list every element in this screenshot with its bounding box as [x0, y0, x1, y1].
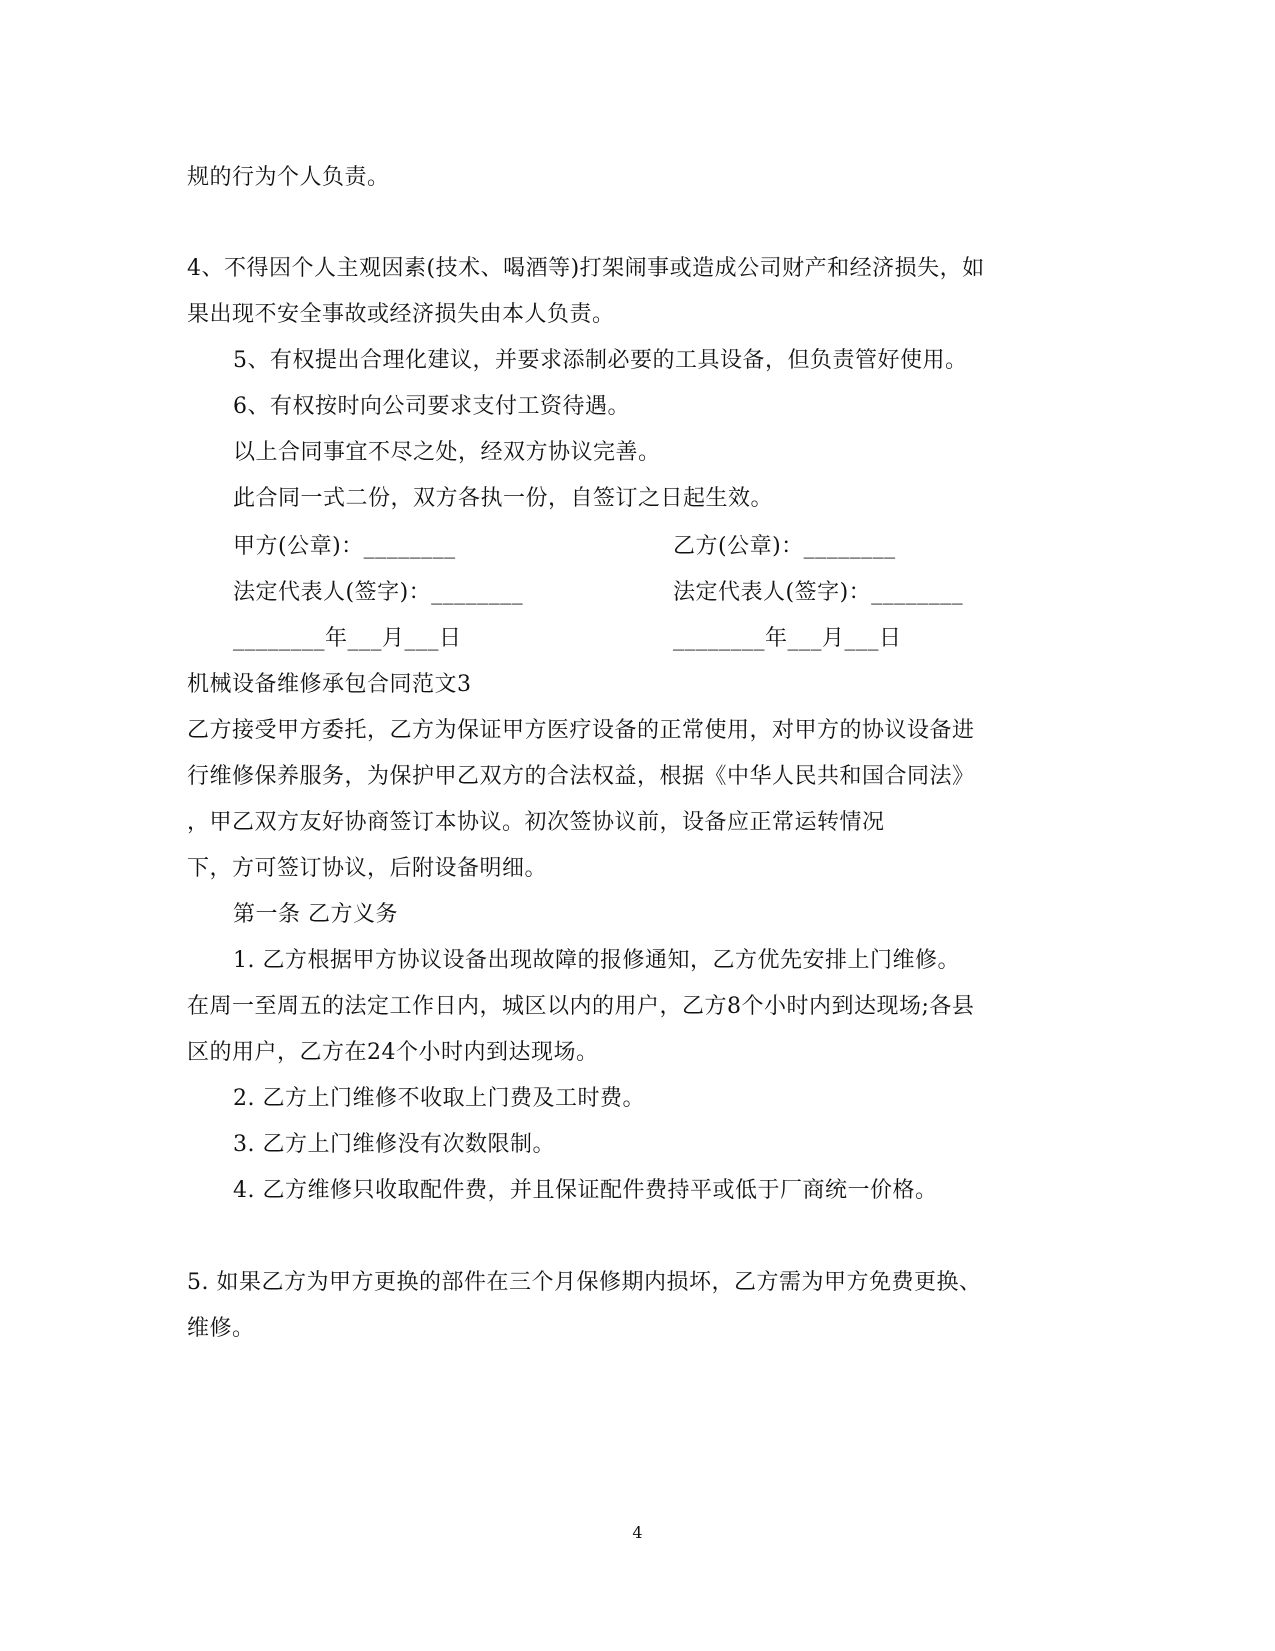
- party-a-representative: 法定代表人(签字)：________: [233, 580, 524, 605]
- section-title: 机械设备维修承包合同范文3: [187, 672, 472, 697]
- text-line: 4. 乙方维修只收取配件费，并且保证配件费持平或低于厂商统一价格。: [233, 1178, 938, 1203]
- text-line: 区的用户，乙方在24个小时内到达现场。: [187, 1040, 599, 1065]
- text-line: 1. 乙方根据甲方协议设备出现故障的报修通知，乙方优先安排上门维修。: [233, 948, 960, 973]
- text-line: ，甲乙双方友好协商签订本协议。初次签协议前，设备应正常运转情况: [187, 810, 885, 835]
- text-line: 果出现不安全事故或经济损失由本人负责。: [187, 302, 615, 327]
- text-line: 行维修保养服务，为保护甲乙双方的合法权益，根据《中华人民共和国合同法》: [187, 764, 975, 789]
- article-heading: 第一条 乙方义务: [233, 902, 398, 927]
- text-line: 此合同一式二份，双方各执一份，自签订之日起生效。: [233, 486, 774, 511]
- text-line: 规的行为个人负责。: [187, 165, 390, 190]
- text-line: 4、不得因个人主观因素(技术、喝酒等)打架闹事或造成公司财产和经济损失，如: [187, 256, 985, 281]
- text-line: 3. 乙方上门维修没有次数限制。: [233, 1132, 555, 1157]
- text-line: 以上合同事宜不尽之处，经双方协议完善。: [233, 440, 661, 465]
- text-line: 5、有权提出合理化建议，并要求添制必要的工具设备，但负责管好使用。: [233, 348, 968, 373]
- text-line: 维修。: [187, 1316, 255, 1341]
- party-b-representative: 法定代表人(签字)：________: [673, 580, 964, 605]
- text-line: 5. 如果乙方为甲方更换的部件在三个月保修期内损坏，乙方需为甲方免费更换、: [187, 1270, 982, 1295]
- party-b-seal: 乙方(公章)：________: [673, 534, 896, 559]
- text-line: 在周一至周五的法定工作日内，城区以内的用户，乙方8个小时内到达现场;各县: [187, 994, 975, 1019]
- party-a-seal: 甲方(公章)：________: [233, 534, 456, 559]
- text-line: 2. 乙方上门维修不收取上门费及工时费。: [233, 1086, 645, 1111]
- text-line: 6、有权按时向公司要求支付工资待遇。: [233, 394, 630, 419]
- party-a-date: ________年___月___日: [233, 626, 462, 651]
- party-b-date: ________年___月___日: [673, 626, 902, 651]
- text-line: 乙方接受甲方委托，乙方为保证甲方医疗设备的正常使用，对甲方的协议设备进: [187, 718, 975, 743]
- page-number: 4: [632, 1523, 643, 1542]
- text-line: 下，方可签订协议，后附设备明细。: [187, 856, 548, 881]
